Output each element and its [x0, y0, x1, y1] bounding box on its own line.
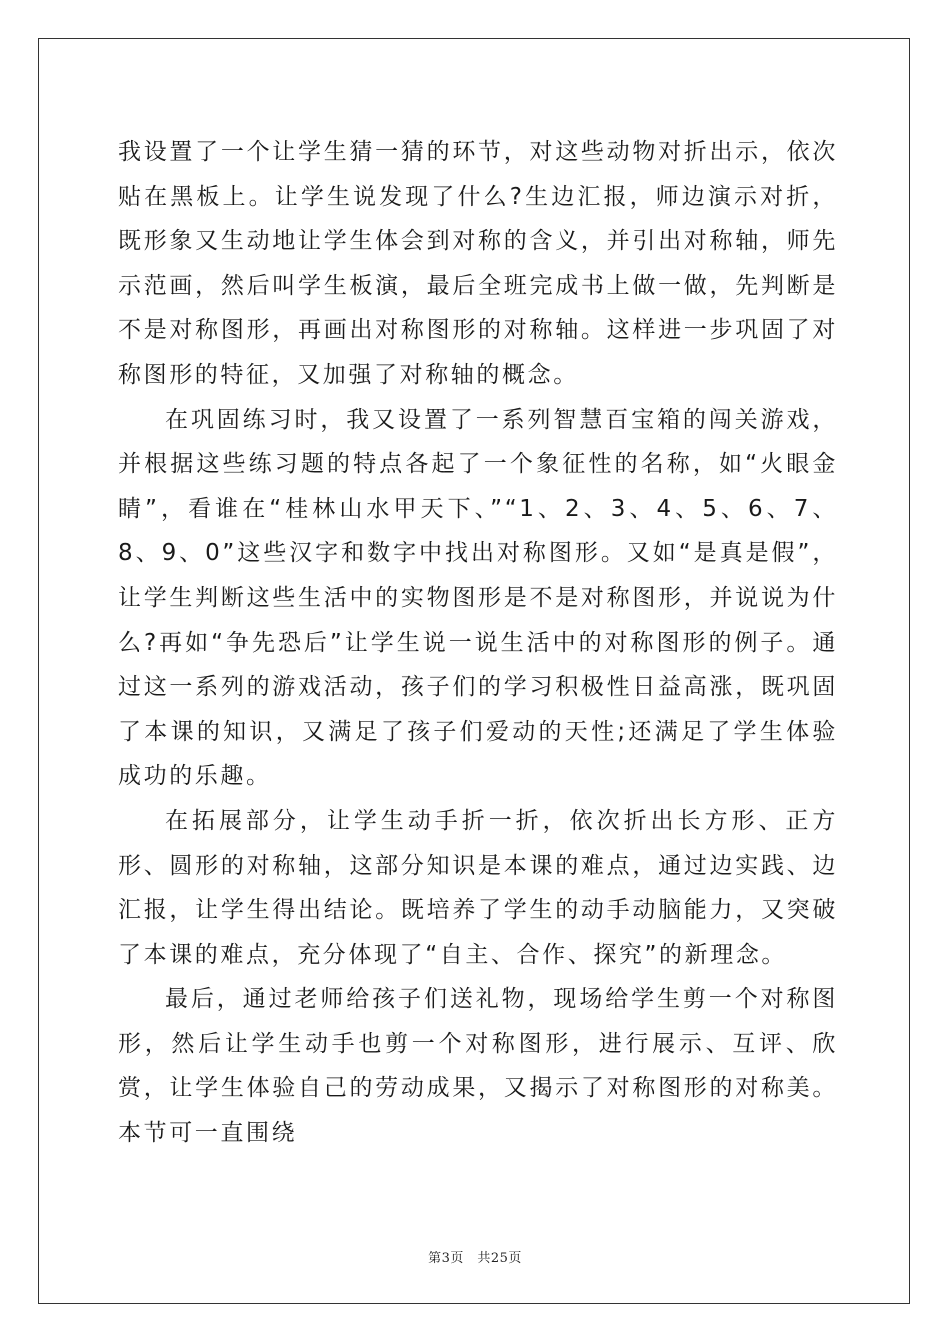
page-number-footer: 第3页 共25页: [428, 1251, 522, 1266]
document-body: [118, 130, 838, 1156]
paragraph-3: 在拓展部分，让学生动手折一折，依次折出长方形、正方形、圆形的对称轴，这部分知识是本课的难点，通过边实践、边汇报，让学生得出结论。既培养了学生的动手动脑能力，又突破了本课的难点，充分体现了“自主、合作、探究”的新理念。: [118, 807, 838, 968]
paragraph-2: 在巩固练习时，我又设置了一系列智慧百宝箱的闯关游戏，并根据这些练习题的特点各起了一个象征性的名称，如“火眼金睛”，看谁在“桂林山水甲天下、”“1、2、3、4、5、6、7、8、9、0”这些汉字和数字中找出对称图形。又如“是真是假”，让学生判断这些生活中的实物图形是不是对称图形，并说说为什么?再如“争先恐后”让学生说一说生活中的对称图形的例子。通过这一系列的游戏活动，孩子们的学习积极性日益高涨，既巩固了本课的知识，又满足了孩子们爱动的天性;还满足了学生体验成功的乐趣。: [118, 406, 838, 790]
paragraph-1: 我设置了一个让学生猜一猜的环节，对这些动物对折出示，依次贴在黑板上。让学生说发现了什么?生边汇报，师边演示对折，既形象又生动地让学生体会到对称的含义，并引出对称轴，师先示范画，然后叫学生板演，最后全班完成书上做一做，先判断是不是对称图形，再画出对称图形的对称轴。这样进一步巩固了对称图形的特征，又加强了对称轴的概念。: [118, 139, 838, 388]
paragraph-4: 最后，通过老师给孩子们送礼物，现场给学生剪一个对称图形，然后让学生动手也剪一个对称图形，进行展示、互评、欣赏，让学生体验自己的劳动成果，又揭示了对称图形的对称美。本节可一直围绕: [118, 986, 838, 1147]
